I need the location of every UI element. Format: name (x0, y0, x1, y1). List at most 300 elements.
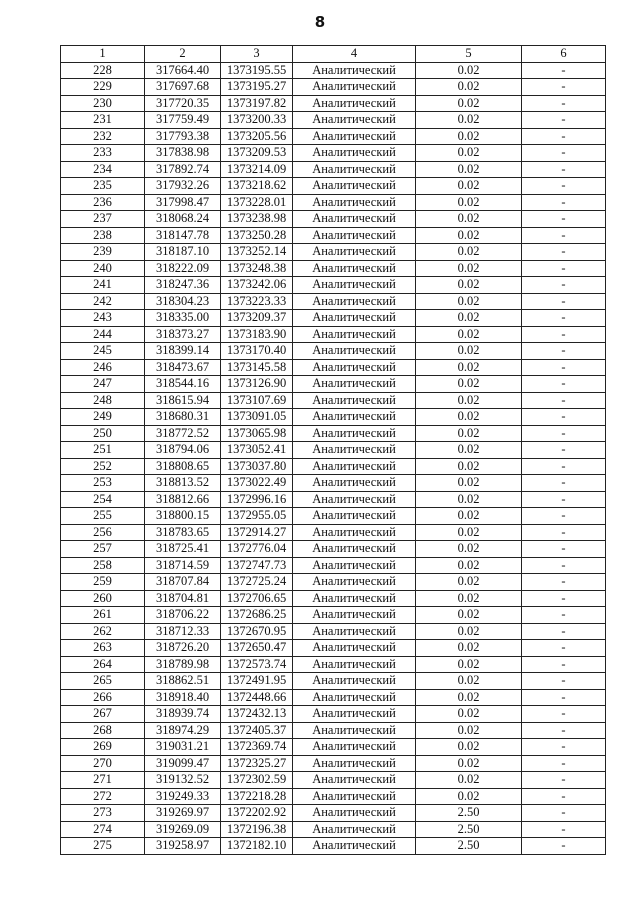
table-cell: 1372670.95 (221, 623, 293, 640)
table-row (61, 194, 606, 211)
table-cell: - (522, 128, 606, 145)
table-cell: 241 (61, 277, 145, 294)
table-cell: Аналитический (293, 491, 416, 508)
table-row (61, 211, 606, 228)
table-cell: 318712.33 (145, 623, 221, 640)
table-cell: 317664.40 (145, 62, 221, 79)
table-row (61, 739, 606, 756)
table-row (61, 491, 606, 508)
table-cell: - (522, 178, 606, 195)
table-cell: 1373022.49 (221, 475, 293, 492)
table-cell: 242 (61, 293, 145, 310)
table-cell: 0.02 (416, 260, 522, 277)
table-cell: 318808.65 (145, 458, 221, 475)
table-row (61, 326, 606, 343)
table-cell: - (522, 112, 606, 129)
table-cell: 244 (61, 326, 145, 343)
table-cell: Аналитический (293, 739, 416, 756)
table-cell: 318399.14 (145, 343, 221, 360)
table-row (61, 79, 606, 96)
table-cell: 318789.98 (145, 656, 221, 673)
table-cell: - (522, 706, 606, 723)
table-cell: Аналитический (293, 326, 416, 343)
table-cell: 318812.66 (145, 491, 221, 508)
table-cell: Аналитический (293, 772, 416, 789)
table-cell: 0.02 (416, 541, 522, 558)
table-cell: 0.02 (416, 640, 522, 657)
table-cell: - (522, 145, 606, 162)
table-cell: 318187.10 (145, 244, 221, 261)
table-cell: 318147.78 (145, 227, 221, 244)
table-cell: 0.02 (416, 194, 522, 211)
table-cell: - (522, 607, 606, 624)
table-cell: - (522, 310, 606, 327)
table-row (61, 557, 606, 574)
table-cell: 1372955.05 (221, 508, 293, 525)
table-cell: 0.02 (416, 343, 522, 360)
table-body (61, 62, 606, 854)
table-cell: Аналитический (293, 343, 416, 360)
table-cell: 1372776.04 (221, 541, 293, 558)
table-cell: 0.02 (416, 524, 522, 541)
table-cell: 1373145.58 (221, 359, 293, 376)
table-cell: - (522, 640, 606, 657)
table-row (61, 95, 606, 112)
table-cell: - (522, 739, 606, 756)
table-cell: 318222.09 (145, 260, 221, 277)
table-cell: - (522, 755, 606, 772)
table-cell: 1373205.56 (221, 128, 293, 145)
table-cell: Аналитический (293, 689, 416, 706)
table-cell: 228 (61, 62, 145, 79)
table-cell: 1373052.41 (221, 442, 293, 459)
table-cell: 318939.74 (145, 706, 221, 723)
table-cell: - (522, 524, 606, 541)
table-cell: 319269.09 (145, 821, 221, 838)
column-header: 2 (145, 46, 221, 63)
table-cell: 318800.15 (145, 508, 221, 525)
table-cell: 0.02 (416, 79, 522, 96)
table-cell: 319269.97 (145, 805, 221, 822)
table-row (61, 805, 606, 822)
table-row (61, 442, 606, 459)
table-cell: 0.02 (416, 145, 522, 162)
table-cell: 0.02 (416, 277, 522, 294)
table-cell: 1373195.27 (221, 79, 293, 96)
table-cell: 0.02 (416, 607, 522, 624)
table-cell: 0.02 (416, 557, 522, 574)
table-cell: - (522, 805, 606, 822)
table-cell: 245 (61, 343, 145, 360)
table-row (61, 458, 606, 475)
table-cell: 318304.23 (145, 293, 221, 310)
table-cell: 318862.51 (145, 673, 221, 690)
table-cell: 0.02 (416, 112, 522, 129)
table-cell: 0.02 (416, 574, 522, 591)
table-cell: 1372996.16 (221, 491, 293, 508)
table-cell: 0.02 (416, 161, 522, 178)
table-cell: 1372182.10 (221, 838, 293, 855)
table-cell: - (522, 821, 606, 838)
table-cell: 0.02 (416, 508, 522, 525)
table-cell: 0.02 (416, 425, 522, 442)
table-cell: 318707.84 (145, 574, 221, 591)
table-cell: 318373.27 (145, 326, 221, 343)
table-cell: 266 (61, 689, 145, 706)
table-cell: 0.02 (416, 392, 522, 409)
table-cell: 1372448.66 (221, 689, 293, 706)
table-cell: Аналитический (293, 590, 416, 607)
table-cell: 0.02 (416, 211, 522, 228)
table-cell: 254 (61, 491, 145, 508)
table-cell: - (522, 376, 606, 393)
table-cell: 318813.52 (145, 475, 221, 492)
table-cell: 319249.33 (145, 788, 221, 805)
table-cell: 0.02 (416, 442, 522, 459)
table-cell: 263 (61, 640, 145, 657)
table-row (61, 178, 606, 195)
table-cell: Аналитический (293, 62, 416, 79)
table-row (61, 574, 606, 591)
table-cell: - (522, 491, 606, 508)
table-cell: 318068.24 (145, 211, 221, 228)
table-cell: Аналитический (293, 838, 416, 855)
table-cell: 1373242.06 (221, 277, 293, 294)
table-cell: 1373209.53 (221, 145, 293, 162)
table-row (61, 128, 606, 145)
table-row (61, 62, 606, 79)
table-cell: 1373250.28 (221, 227, 293, 244)
table-cell: 318726.20 (145, 640, 221, 657)
table-row (61, 541, 606, 558)
table-cell: 1372369.74 (221, 739, 293, 756)
table-cell: 318704.81 (145, 590, 221, 607)
table-cell: Аналитический (293, 788, 416, 805)
table-cell: - (522, 442, 606, 459)
table-cell: 0.02 (416, 689, 522, 706)
table-cell: Аналитический (293, 755, 416, 772)
table-cell: 236 (61, 194, 145, 211)
table-cell: 318335.00 (145, 310, 221, 327)
column-header: 6 (522, 46, 606, 63)
table-cell: - (522, 772, 606, 789)
table-cell: 1372432.13 (221, 706, 293, 723)
table-cell: 1373065.98 (221, 425, 293, 442)
table-cell: 237 (61, 211, 145, 228)
table-cell: Аналитический (293, 706, 416, 723)
table-cell: 246 (61, 359, 145, 376)
table-cell: 318714.59 (145, 557, 221, 574)
table-cell: 247 (61, 376, 145, 393)
table-cell: 265 (61, 673, 145, 690)
table-cell: 1373228.01 (221, 194, 293, 211)
table-cell: Аналитический (293, 656, 416, 673)
table-cell: 1373248.38 (221, 260, 293, 277)
table-cell: Аналитический (293, 260, 416, 277)
table-cell: 1373091.05 (221, 409, 293, 426)
table-row (61, 145, 606, 162)
table-cell: 0.02 (416, 772, 522, 789)
table-cell: Аналитический (293, 277, 416, 294)
table-cell: 319031.21 (145, 739, 221, 756)
table-cell: Аналитический (293, 161, 416, 178)
table-row (61, 376, 606, 393)
table-row (61, 821, 606, 838)
table-cell: 1373126.90 (221, 376, 293, 393)
table-row (61, 425, 606, 442)
table-cell: 317697.68 (145, 79, 221, 96)
table-row (61, 788, 606, 805)
table-row (61, 673, 606, 690)
table-row (61, 524, 606, 541)
table-cell: 256 (61, 524, 145, 541)
table-cell: - (522, 359, 606, 376)
table-cell: 1372325.27 (221, 755, 293, 772)
table-cell: 230 (61, 95, 145, 112)
table-row (61, 343, 606, 360)
table-cell: 1372405.37 (221, 722, 293, 739)
table-cell: Аналитический (293, 607, 416, 624)
table-cell: - (522, 425, 606, 442)
table-row (61, 689, 606, 706)
table-row (61, 293, 606, 310)
table-row (61, 359, 606, 376)
table-cell: Аналитический (293, 95, 416, 112)
table-cell: Аналитический (293, 557, 416, 574)
table-cell: 267 (61, 706, 145, 723)
table-cell: - (522, 541, 606, 558)
table-cell: Аналитический (293, 574, 416, 591)
table-row (61, 656, 606, 673)
table-cell: - (522, 194, 606, 211)
table-cell: 273 (61, 805, 145, 822)
table-cell: 319258.97 (145, 838, 221, 855)
table-cell: Аналитический (293, 79, 416, 96)
table-cell: 0.02 (416, 128, 522, 145)
table-cell: 0.02 (416, 755, 522, 772)
table-cell: 317932.26 (145, 178, 221, 195)
table-cell: - (522, 161, 606, 178)
table-cell: Аналитический (293, 409, 416, 426)
table-cell: Аналитический (293, 293, 416, 310)
table-cell: 319099.47 (145, 755, 221, 772)
table-cell: - (522, 788, 606, 805)
table-cell: - (522, 244, 606, 261)
table-cell: Аналитический (293, 112, 416, 129)
table-cell: 274 (61, 821, 145, 838)
table-row (61, 706, 606, 723)
table-header-row (61, 46, 606, 63)
table-cell: Аналитический (293, 458, 416, 475)
table-cell: 255 (61, 508, 145, 525)
table-cell: 1372196.38 (221, 821, 293, 838)
table-cell: 2.50 (416, 805, 522, 822)
table-cell: 271 (61, 772, 145, 789)
table-row (61, 392, 606, 409)
table-cell: 0.02 (416, 722, 522, 739)
table-row (61, 607, 606, 624)
table-row (61, 640, 606, 657)
table-cell: 317793.38 (145, 128, 221, 145)
table-cell: 0.02 (416, 95, 522, 112)
table-cell: 251 (61, 442, 145, 459)
table-cell: 231 (61, 112, 145, 129)
table-cell: Аналитический (293, 376, 416, 393)
table-cell: 318706.22 (145, 607, 221, 624)
table-cell: 233 (61, 145, 145, 162)
table-row (61, 260, 606, 277)
table-cell: 318725.41 (145, 541, 221, 558)
table-row (61, 623, 606, 640)
table-cell: 229 (61, 79, 145, 96)
table-cell: 1373223.33 (221, 293, 293, 310)
table-cell: 317892.74 (145, 161, 221, 178)
table-cell: 268 (61, 722, 145, 739)
table-cell: 0.02 (416, 62, 522, 79)
table-cell: 232 (61, 128, 145, 145)
table-cell: 0.02 (416, 623, 522, 640)
table-cell: 0.02 (416, 293, 522, 310)
table-cell: 2.50 (416, 838, 522, 855)
column-header: 1 (61, 46, 145, 63)
coordinates-table (60, 45, 606, 855)
table-cell: 259 (61, 574, 145, 591)
table-cell: Аналитический (293, 194, 416, 211)
table-cell: 0.02 (416, 178, 522, 195)
table-cell: 0.02 (416, 227, 522, 244)
table-cell: 250 (61, 425, 145, 442)
table-cell: 234 (61, 161, 145, 178)
table-cell: 0.02 (416, 359, 522, 376)
table-cell: - (522, 326, 606, 343)
table-cell: 1373037.80 (221, 458, 293, 475)
table-cell: 318974.29 (145, 722, 221, 739)
table-cell: 1373195.55 (221, 62, 293, 79)
table-cell: 0.02 (416, 244, 522, 261)
table-cell: 0.02 (416, 673, 522, 690)
table-cell: 1373170.40 (221, 343, 293, 360)
table-cell: 1372706.65 (221, 590, 293, 607)
table-cell: - (522, 656, 606, 673)
column-header: 5 (416, 46, 522, 63)
table-row (61, 277, 606, 294)
page-number: 8 (314, 13, 326, 31)
table-row (61, 590, 606, 607)
table-cell: 1372218.28 (221, 788, 293, 805)
table-cell: 249 (61, 409, 145, 426)
table-cell: 1372650.47 (221, 640, 293, 657)
table-cell: Аналитический (293, 145, 416, 162)
table-cell: Аналитический (293, 623, 416, 640)
table-cell: 1373200.33 (221, 112, 293, 129)
table-cell: 317998.47 (145, 194, 221, 211)
table-cell: 0.02 (416, 409, 522, 426)
table-row (61, 161, 606, 178)
table-cell: 269 (61, 739, 145, 756)
table-cell: - (522, 722, 606, 739)
table-cell: - (522, 689, 606, 706)
table-cell: Аналитический (293, 425, 416, 442)
table-cell: Аналитический (293, 392, 416, 409)
table-row (61, 227, 606, 244)
table-row (61, 244, 606, 261)
column-header: 3 (221, 46, 293, 63)
table-cell: 1372302.59 (221, 772, 293, 789)
table-cell: 1372202.92 (221, 805, 293, 822)
table-cell: 243 (61, 310, 145, 327)
table-cell: 1372686.25 (221, 607, 293, 624)
table-cell: 317759.49 (145, 112, 221, 129)
table-cell: Аналитический (293, 359, 416, 376)
table-cell: 260 (61, 590, 145, 607)
table-cell: - (522, 293, 606, 310)
table-cell: Аналитический (293, 821, 416, 838)
table-cell: Аналитический (293, 475, 416, 492)
table-cell: 1372725.24 (221, 574, 293, 591)
table-cell: 318783.65 (145, 524, 221, 541)
table-cell: 317838.98 (145, 145, 221, 162)
table-cell: 240 (61, 260, 145, 277)
table-cell: Аналитический (293, 310, 416, 327)
table-cell: 1373209.37 (221, 310, 293, 327)
table-cell: - (522, 458, 606, 475)
table-cell: 2.50 (416, 821, 522, 838)
table-cell: 270 (61, 755, 145, 772)
table-cell: - (522, 673, 606, 690)
table-cell: - (522, 508, 606, 525)
table-cell: 253 (61, 475, 145, 492)
table-cell: 0.02 (416, 376, 522, 393)
table-cell: - (522, 227, 606, 244)
table-cell: - (522, 392, 606, 409)
table-cell: Аналитический (293, 805, 416, 822)
table-cell: 275 (61, 838, 145, 855)
table-cell: 318544.16 (145, 376, 221, 393)
table-cell: - (522, 623, 606, 640)
table-cell: Аналитический (293, 524, 416, 541)
table-cell: Аналитический (293, 508, 416, 525)
table-cell: 1373183.90 (221, 326, 293, 343)
table-cell: - (522, 409, 606, 426)
table-row (61, 755, 606, 772)
table-cell: Аналитический (293, 227, 416, 244)
table-cell: - (522, 79, 606, 96)
table-cell: 1372914.27 (221, 524, 293, 541)
table-cell: 258 (61, 557, 145, 574)
table-cell: 1372573.74 (221, 656, 293, 673)
table-cell: Аналитический (293, 722, 416, 739)
table-row (61, 475, 606, 492)
table-cell: - (522, 95, 606, 112)
table-cell: 1373252.14 (221, 244, 293, 261)
table-cell: 1372747.73 (221, 557, 293, 574)
table-cell: Аналитический (293, 128, 416, 145)
table-cell: Аналитический (293, 211, 416, 228)
table-cell: - (522, 475, 606, 492)
table-cell: 318473.67 (145, 359, 221, 376)
table-cell: Аналитический (293, 673, 416, 690)
table-cell: 318680.31 (145, 409, 221, 426)
table-cell: - (522, 343, 606, 360)
table-row (61, 508, 606, 525)
table-cell: - (522, 590, 606, 607)
table-cell: 318615.94 (145, 392, 221, 409)
table-cell: 262 (61, 623, 145, 640)
table-cell: - (522, 838, 606, 855)
table-cell: 319132.52 (145, 772, 221, 789)
table-cell: 248 (61, 392, 145, 409)
table-cell: - (522, 277, 606, 294)
